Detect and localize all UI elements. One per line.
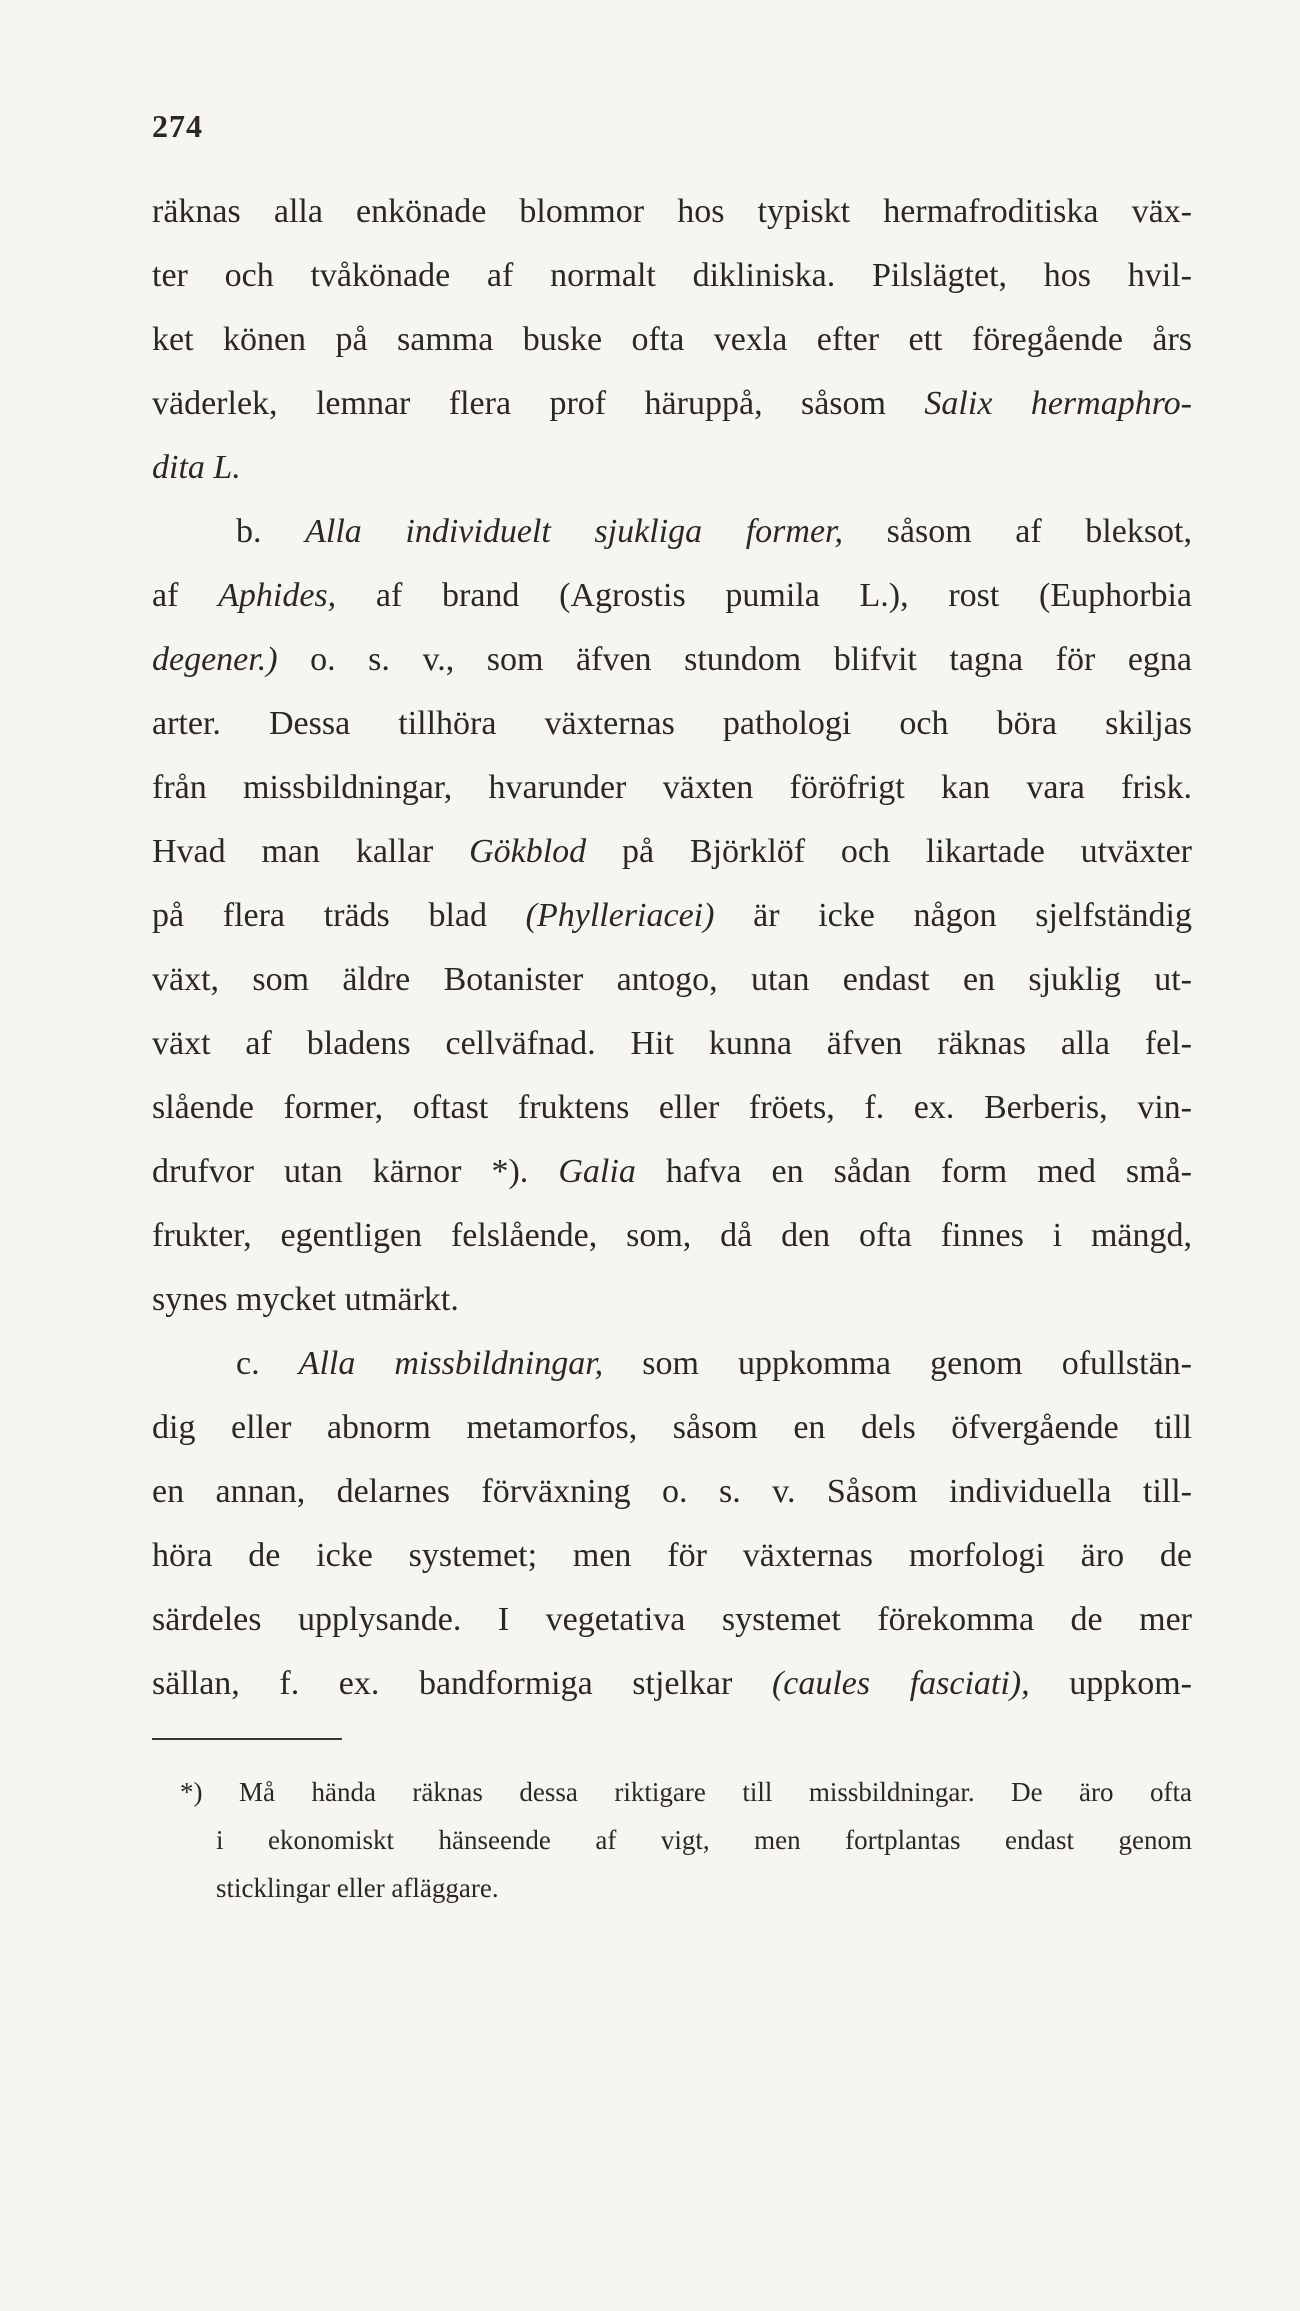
text-line: en annan, delarnes förväxning o. s. v. Såsom individuella till- [152, 1473, 1192, 1510]
footnote-line: *) Må hända räknas dessa riktigare till missbildningar. De äro ofta [180, 1777, 1192, 1807]
text-line: ter och tvåkönade af normalt dikliniska. Pilslägtet, hos hvil- [152, 257, 1192, 294]
text-line: dig eller abnorm metamorfos, såsom en dels öfvergående till [152, 1409, 1192, 1446]
footnote-line: i ekonomiskt hänseende af vigt, men fortplantas endast genom [216, 1825, 1192, 1855]
text-line: sällan, f. ex. bandformiga stjelkar (caules fasciati), uppkom- [152, 1665, 1192, 1702]
text-line: växt, som äldre Botanister antogo, utan endast en sjuklig ut- [152, 961, 1192, 998]
text-line: frukter, egentligen felslående, som, då den ofta finnes i mängd, [152, 1217, 1192, 1254]
text-line: Hvad man kallar Gökblod på Björklöf och likartade utväxter [152, 833, 1192, 870]
text-line: dita L. [152, 449, 241, 486]
text-line: höra de icke systemet; men för växternas morfologi äro de [152, 1537, 1192, 1574]
footnote-line: sticklingar eller afläggare. [216, 1873, 499, 1903]
text-line: degener.) o. s. v., som äfven stundom blifvit tagna för egna [152, 641, 1192, 678]
text-line: c. Alla missbildningar, som uppkomma genom ofullstän- [236, 1345, 1192, 1382]
footnote-divider [152, 1738, 342, 1740]
text-line: b. Alla individuelt sjukliga former, såsom af bleksot, [236, 513, 1192, 550]
text-line: af Aphides, af brand (Agrostis pumila L.), rost (Euphorbia [152, 577, 1192, 614]
text-line: särdeles upplysande. I vegetativa systemet förekomma de mer [152, 1601, 1192, 1638]
text-line: arter. Dessa tillhöra växternas pathologi och böra skiljas [152, 705, 1192, 742]
text-line: väderlek, lemnar flera prof häruppå, såsom Salix hermaphro- [152, 385, 1192, 422]
text-line: slående former, oftast fruktens eller fröets, f. ex. Berberis, vin- [152, 1089, 1192, 1126]
body-text [152, 180, 1192, 1716]
footnote [180, 1768, 1192, 1912]
text-line: från missbildningar, hvarunder växten föröfrigt kan vara frisk. [152, 769, 1192, 806]
text-line: synes mycket utmärkt. [152, 1281, 459, 1318]
text-line: räknas alla enkönade blommor hos typiskt hermafroditiska väx- [152, 193, 1192, 230]
text-line: på flera träds blad (Phylleriacei) är icke någon sjelfständig [152, 897, 1192, 934]
text-line: växt af bladens cellväfnad. Hit kunna äfven räknas alla fel- [152, 1025, 1192, 1062]
page-number: 274 [152, 108, 203, 144]
text-line: ket könen på samma buske ofta vexla efter ett föregående års [152, 321, 1192, 358]
text-line: drufvor utan kärnor *). Galia hafva en sådan form med små- [152, 1153, 1192, 1190]
